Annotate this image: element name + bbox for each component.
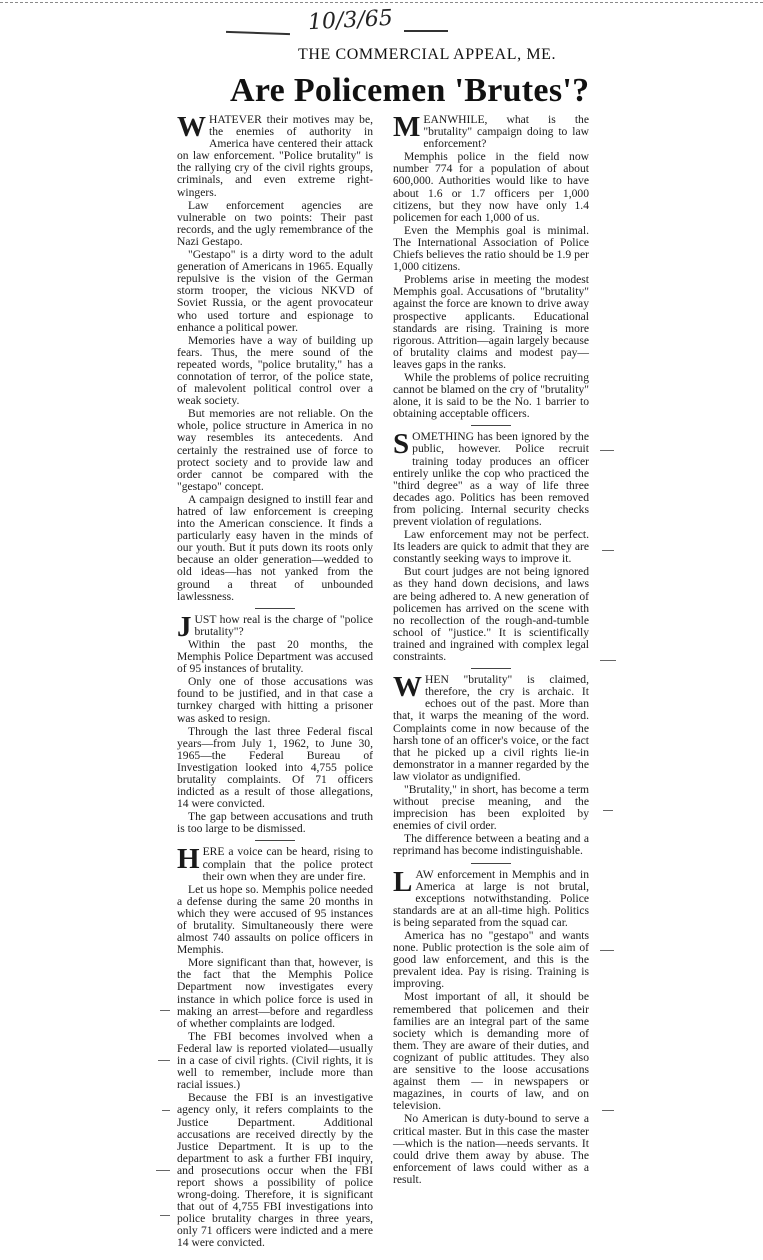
paragraph-text: Even the Memphis goal is minimal. The International Association of Police Chiefs believes the ratio should be 1.9 per 1,000 citizens. (393, 223, 589, 274)
article-paragraph (177, 335, 373, 408)
article-paragraph (393, 428, 589, 528)
pen-mark-right (404, 30, 448, 32)
section-separator (255, 840, 295, 841)
article-right-column (393, 111, 589, 1187)
article-paragraph (177, 111, 373, 199)
paragraph-text: Memphis police in the field now number 774 for a population of about 600,000. Authorities would like to have about 1.6 or 1.7 officers per 1,000 citizens, but they now have only 1.4 policemen for each 1,000 of us. (393, 150, 589, 224)
margin-pen-marks-left (140, 1000, 170, 1230)
article-paragraph (393, 865, 589, 929)
article-left-column (177, 111, 373, 1251)
article-paragraph (177, 610, 373, 643)
article-paragraph (393, 111, 589, 151)
article-paragraph (393, 930, 589, 990)
paragraph-text: A campaign designed to instill fear and hatred of law enforcement is creeping into the American conscience. It finds a particularly easy haven in the minds of our youth. But it puts down its roots only because an older generation—wedded to old ideas—has not yanked from the ground a threat of unbounded lawlessness. (177, 492, 373, 603)
paragraph-text: Only one of those accusations was found to be justified, and in that case a turnkey charged with hitting a prisoner was asked to resign. (177, 675, 373, 725)
paragraph-text: Most important of all, it should be remembered that policemen and their families are an integral part of the same society which is demanding more of them. They are aware of their duties, and cognizant of public attitudes. They also are sensitive to the loose accusations against them — in newspapers or magazines, in courts of law, and on television. (393, 990, 589, 1113)
article-paragraph (177, 249, 373, 334)
paragraph-text: The difference between a beating and a reprimand has become indistinguishable. (393, 832, 589, 858)
article-paragraph (393, 151, 589, 224)
article-paragraph (177, 884, 373, 957)
paragraph-text: "Brutality," in short, has become a term without precise meaning, and the imprecision has been exploited by enemies of civil order. (393, 782, 589, 833)
paragraph-text: Memories have a way of building up fears. Thus, the mere sound of the repeated words, "police brutality," has a connotation of terror, of the police state, of malevolent political control over a weak society. (177, 333, 373, 408)
article-paragraph (177, 676, 373, 724)
article-paragraph (177, 1092, 373, 1249)
article-paragraph (177, 200, 373, 248)
article-paragraph (177, 494, 373, 603)
article-paragraph (177, 843, 373, 883)
drop-cap-letter: J (177, 610, 192, 643)
section-separator (255, 608, 295, 609)
section-separator (471, 425, 511, 426)
article-paragraph (393, 671, 589, 783)
paragraph-text: HATEVER their motives may be, the enemies of authority in America have centered their attack on law enforcement. "Police brutality" is the rallying cry of the civil rights groups, criminals, and even extreme right-wingers. (177, 113, 373, 199)
article-paragraph (177, 1031, 373, 1091)
article-paragraph (393, 372, 589, 420)
paragraph-text: But court judges are not being ignored as they hand down decisions, and laws are being adhered to. A new generation of policemen has arrived on the scene with no recollection of the rough-and-tumble school of "justice." It is scientifically trained and ingrained with complex legal constraints. (393, 565, 589, 664)
paragraph-text: OMETHING has been ignored by the public, however. Police recruit training today produces an officer entirely unlike the cop who practiced the "third degree" as a way of life three decades ago. Politics has been removed from policing. Internal security checks prevent violation of regulations. (393, 430, 589, 528)
drop-cap-letter: S (393, 428, 410, 461)
drop-cap-letter: H (177, 843, 200, 876)
article-paragraph (177, 408, 373, 493)
paragraph-text: Problems arise in meeting the modest Memphis goal. Accusations of "brutality" against the force are known to drive away prospective applicants. Educational standards are rising. Training is more rigorous. Attrition—again largely because of brutality claims and modest pay—leaves gaps in the ranks. (393, 273, 589, 371)
paragraph-text: UST how real is the charge of "police brutality"? (194, 612, 373, 638)
article-paragraph (393, 991, 589, 1112)
drop-cap-letter: W (177, 111, 206, 143)
section-separator (471, 668, 511, 669)
paragraph-text: Law enforcement agencies are vulnerable on two points: Their past records, and the ugly remembrance of the Nazi Gestapo. (177, 198, 373, 248)
article-paragraph (393, 566, 589, 663)
margin-pen-marks-right (600, 430, 620, 1190)
paragraph-text: America has no "gestapo" and wants none. Public protection is the sole aim of good law enforcement, and this is the prevalent idea. Pay is rising. Training is improving. (393, 929, 589, 991)
article-paragraph (393, 784, 589, 832)
article-paragraph (393, 529, 589, 565)
newspaper-masthead: THE COMMERCIAL APPEAL, ME. (298, 46, 557, 63)
paragraph-text: Within the past 20 months, the Memphis Police Department was accused of 95 instances of brutality. (177, 637, 373, 676)
paragraph-text: ERE a voice can be heard, rising to complain that the police protect their own when they are under fire. (202, 845, 373, 883)
handwritten-date: 10/3/65 (307, 5, 394, 36)
drop-cap-letter: M (393, 111, 421, 143)
paragraph-text: More significant than that, however, is the fact that the Memphis Police Department now investigates every instance in which police force is used in making an arrest—before and regardless of whether complaints are lodged. (177, 956, 373, 1030)
paragraph-text: Because the FBI is an investigative agency only, it refers complaints to the Justice Department. Additional accusations are received directly by the Justice Department. It is up to the department to ask a further FBI inquiry, and prosecutions occur when the FBI report shows a possibility of police wrong-doing. Therefore, it is significant that out of 4,755 FBI investigations into police brutality charges in three years, only 71 officers were indicted and a mere 14 were convicted. (177, 1091, 373, 1250)
paragraph-text: The gap between accusations and truth is too large to be dismissed. (177, 810, 373, 836)
article-paragraph (393, 225, 589, 273)
paragraph-text: HEN "brutality" is claimed, therefore, the cry is archaic. It echoes out of the past. More than that, it warps the meaning of the word. Complaints come in now because of the harsh tone of an officer's voice, or the fact that he picked up a civil rights lie-in demonstrator in a manner regarded by the law violator as undignified. (393, 673, 589, 783)
drop-cap-letter: W (393, 671, 422, 704)
section-separator (471, 863, 511, 864)
paragraph-text: While the problems of police recruiting cannot be blamed on the cry of "brutality" alone, it is said to be the No. 1 barrier to obtaining acceptable officers. (393, 370, 589, 421)
article-headline: Are Policemen 'Brutes'? (230, 72, 590, 109)
paragraph-text: AW enforcement in Memphis and in America at large is not brutal, exceptions notwithstanding. Police standards are at an all-time high. Politics is being separated from the squad car. (393, 867, 589, 929)
paragraph-text: Through the last three Federal fiscal years—from July 1, 1962, to June 30, 1965—the Federal Bureau of Investigation looked into 4,755 police brutality complaints. Of 71 officers indicted as a result of those allegations, 14 were convicted. (177, 724, 373, 811)
paragraph-text: The FBI becomes involved when a Federal law is reported violated—usually in a case of civil rights. (Civil rights, it is well to remember, include more than racial issues.) (177, 1029, 373, 1092)
paragraph-text: EANWHILE, what is the "brutality" campaign doing to law enforcement? (423, 113, 589, 151)
paragraph-text: But memories are not reliable. On the whole, police structure in America in no way resembles its antecedents. And certainly the restrained use of force to protect society and to provide law and order cannot be compared with the "gestapo" concept. (177, 407, 373, 493)
article-paragraph (393, 274, 589, 371)
article-paragraph (177, 726, 373, 811)
paragraph-text: Law enforcement may not be perfect. Its leaders are quick to admit that they are constantly seeking ways to improve it. (393, 528, 589, 566)
article-paragraph (177, 639, 373, 675)
paragraph-text: "Gestapo" is a dirty word to the adult generation of Americans in 1965. Equally repulsive is the vision of the German storm trooper, the vicious NKVD of Soviet Russia, or the agent provocateur who used torture and espionage to enhance a political power. (177, 248, 373, 334)
article-paragraph (393, 1113, 589, 1186)
paragraph-text: Let us hope so. Memphis police needed a defense during the same 20 months in which they were accused of 95 instances of brutality. Simultaneously there were almost 740 assaults on police officers in Memphis. (177, 882, 373, 957)
article-paragraph (393, 833, 589, 857)
drop-cap-letter: L (393, 865, 413, 898)
pen-mark-left (226, 31, 290, 35)
article-paragraph (177, 811, 373, 835)
paragraph-text: No American is duty-bound to serve a critical master. But in this case the master—which is the nation—needs servants. It could drive them away by abuse. The enforcement of laws could wither as a result. (393, 1112, 589, 1186)
scan-top-border (0, 2, 763, 3)
article-paragraph (177, 957, 373, 1030)
